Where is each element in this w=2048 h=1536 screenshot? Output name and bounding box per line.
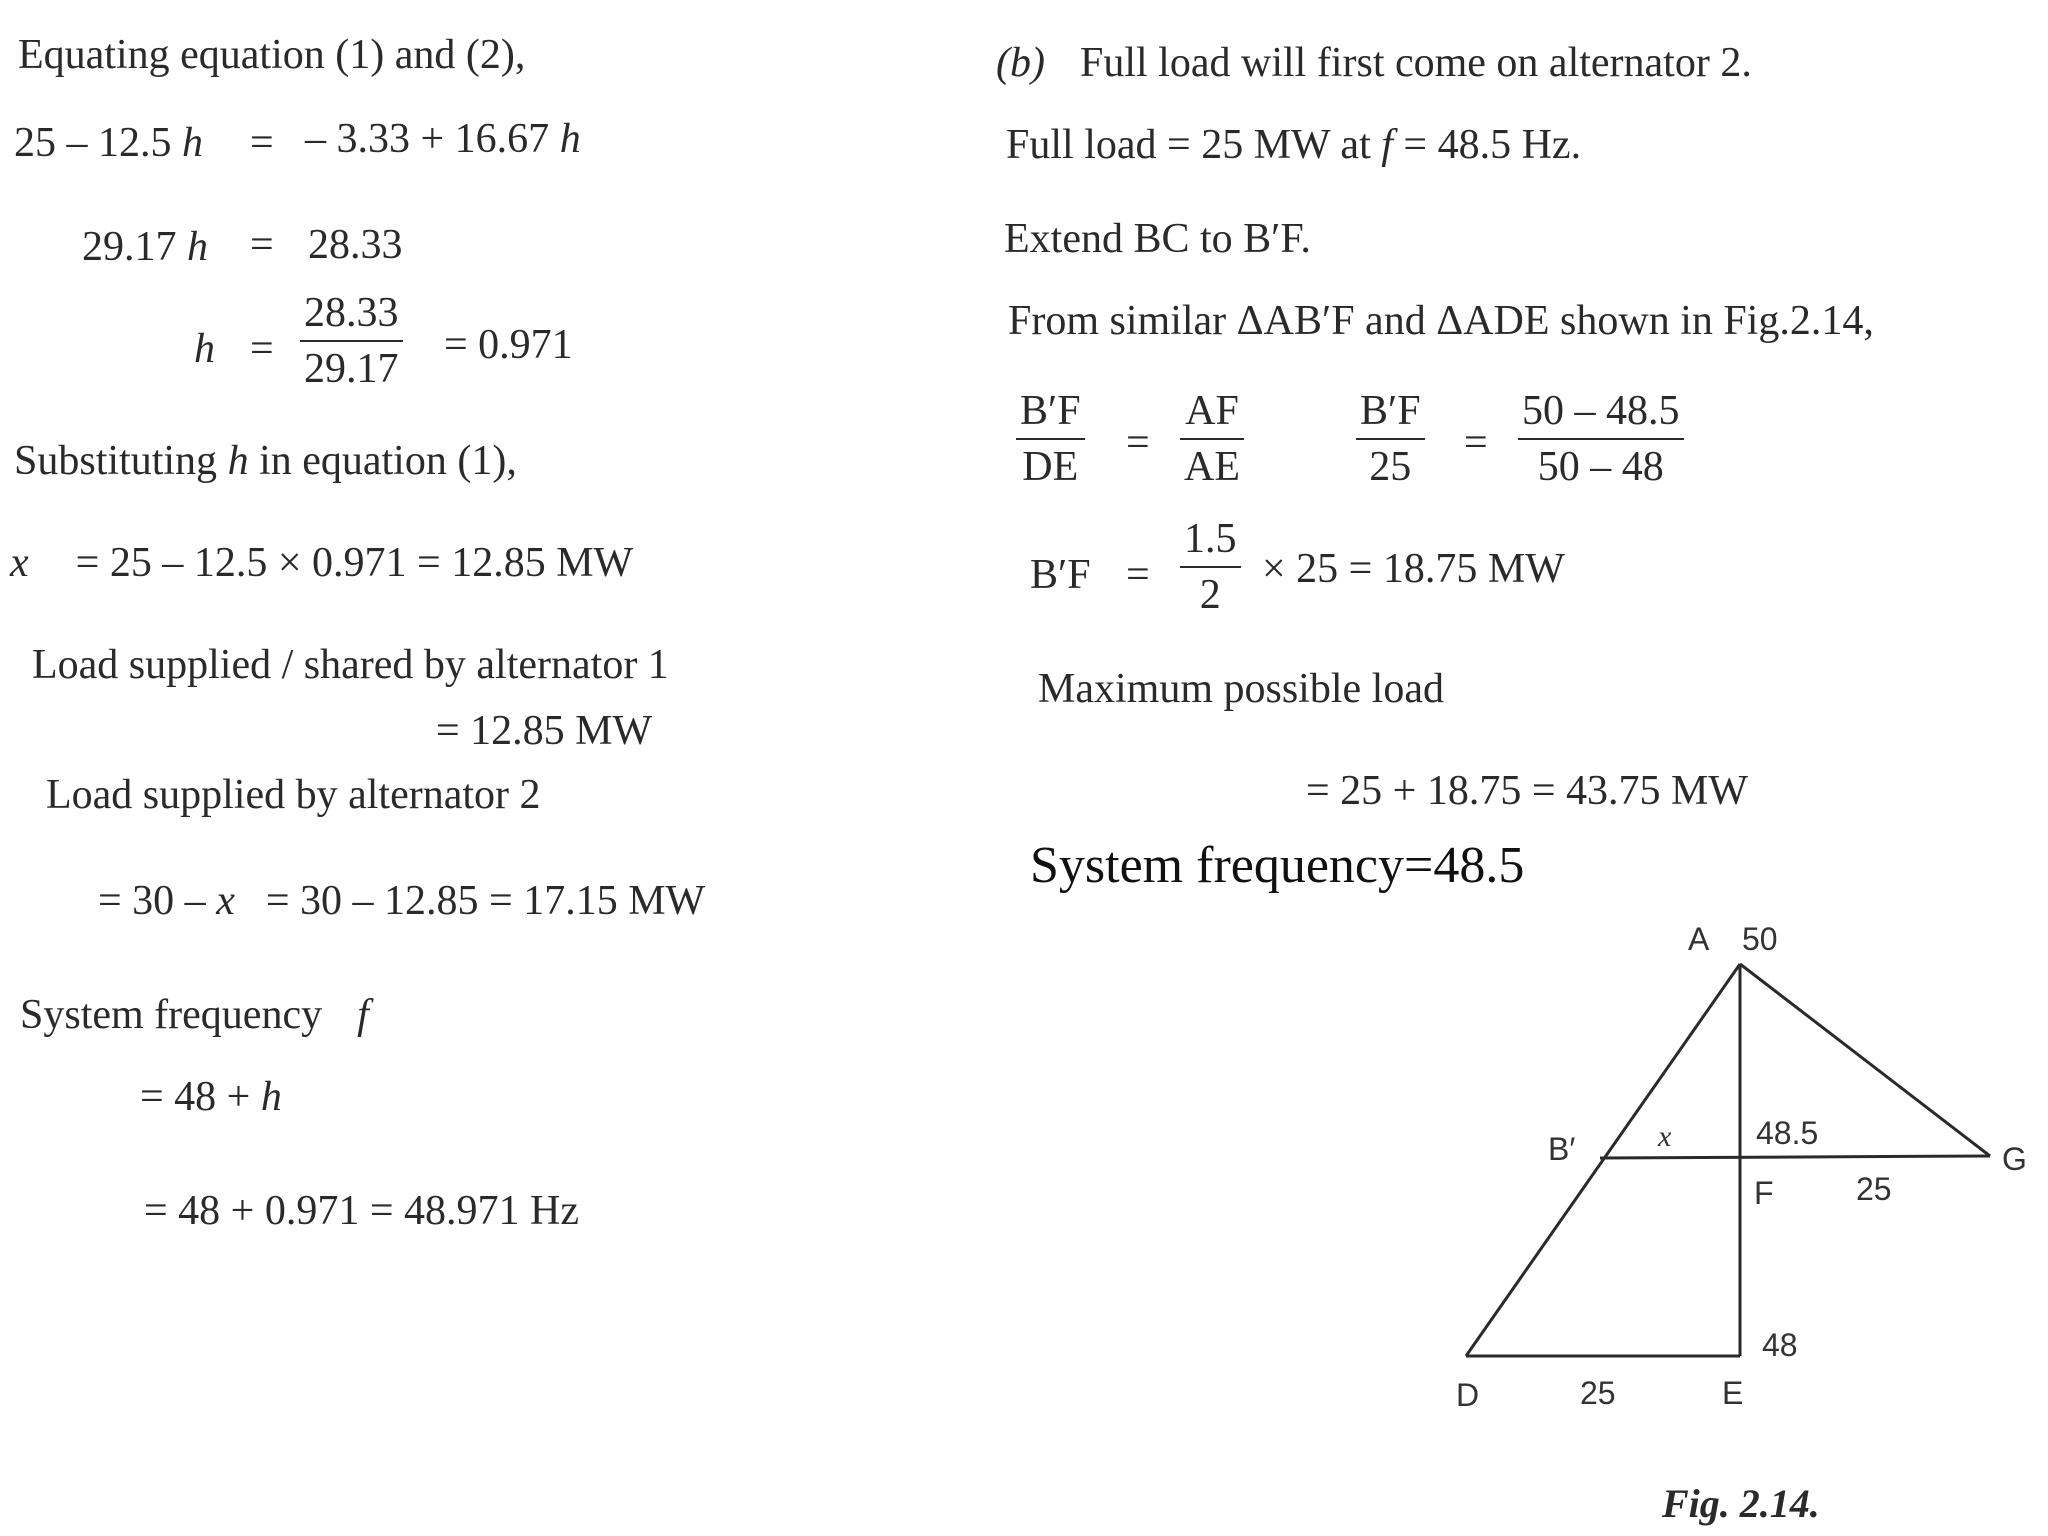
- value-maximum-load: = 25 + 18.75 = 43.75 MW: [1306, 768, 1749, 814]
- equation-x: x = 25 – 12.5 × 0.971 = 12.85 MW: [10, 540, 634, 586]
- equals-1: =: [1126, 420, 1150, 466]
- system-frequency-note: System frequency=48.5: [1030, 837, 1525, 894]
- equation-2-equals: =: [250, 222, 274, 268]
- eq1-equals: =: [250, 120, 274, 166]
- frequency-expression: = 48 + h: [140, 1074, 282, 1120]
- label-F: F: [1754, 1175, 1774, 1211]
- label-25-bottom: 25: [1580, 1375, 1616, 1411]
- label-x: x: [1658, 1120, 1672, 1153]
- label-50: 50: [1742, 921, 1778, 957]
- label-A: A: [1688, 921, 1710, 957]
- equation-3-h: h: [194, 326, 215, 372]
- equation-2-rhs: 28.33: [308, 222, 403, 268]
- equation-3-rhs: = 0.971: [444, 322, 573, 368]
- bf-equals: =: [1126, 552, 1150, 598]
- frequency-value: = 48 + 0.971 = 48.971 Hz: [144, 1188, 580, 1234]
- line-load-alt1: Load supplied / shared by alternator 1: [32, 642, 669, 688]
- line-substituting: Substituting h in equation (1),: [14, 438, 517, 484]
- label-D: D: [1456, 1377, 1480, 1413]
- figure-caption: Fig. 2.14.: [1662, 1481, 1820, 1526]
- line-extend: Extend BC to B′F.: [1004, 216, 1311, 262]
- fraction-af-ae: AF AE: [1180, 390, 1244, 488]
- line-A-D: [1466, 964, 1740, 1356]
- line-load-alt2: Load supplied by alternator 2: [46, 772, 541, 818]
- label-48-5: 48.5: [1756, 1115, 1819, 1151]
- eq1-rhs: – 3.33 + 16.67 h: [305, 116, 581, 162]
- label-B-prime: B′: [1548, 1131, 1576, 1167]
- value-load-alt2: = 30 – x = 30 – 12.85 = 17.15 MW: [98, 878, 706, 924]
- fraction-h: 28.33 29.17: [300, 292, 403, 390]
- eq1-h: h: [182, 120, 203, 166]
- equals-2: =: [1464, 420, 1488, 466]
- label-48: 48: [1762, 1327, 1798, 1363]
- value-load-alt1: = 12.85 MW: [436, 708, 653, 754]
- line-equating: Equating equation (1) and (2),: [18, 32, 526, 78]
- equation-3-equals: =: [250, 326, 274, 372]
- line-maximum-load: Maximum possible load: [1038, 666, 1444, 712]
- line-part-b: (b) Full load will first come on alternator 2.: [996, 40, 1752, 86]
- fraction-frequency: 50 – 48.5 50 – 48: [1518, 390, 1684, 488]
- label-25-top: 25: [1856, 1171, 1892, 1207]
- fraction-bf-25: B′F 25: [1356, 390, 1425, 488]
- label-G: G: [2002, 1141, 2027, 1177]
- line-B-G: [1600, 1156, 1990, 1158]
- bf-result: × 25 = 18.75 MW: [1262, 546, 1565, 592]
- line-full-load: Full load = 25 MW at f = 48.5 Hz.: [1006, 122, 1582, 168]
- fraction-bf-de: B′F DE: [1016, 390, 1085, 488]
- bf-lhs: B′F: [1030, 552, 1091, 598]
- equation-2-lhs: 29.17 h: [82, 224, 208, 270]
- eq1-lhs: 25 – 12.5: [14, 120, 172, 166]
- fraction-1-5-over-2: 1.5 2: [1180, 518, 1241, 616]
- line-similar-triangles: From similar ΔAB′F and ΔADE shown in Fig.2.14,: [1008, 298, 1874, 344]
- label-E: E: [1722, 1375, 1744, 1411]
- line-system-frequency: System frequency f: [20, 992, 369, 1038]
